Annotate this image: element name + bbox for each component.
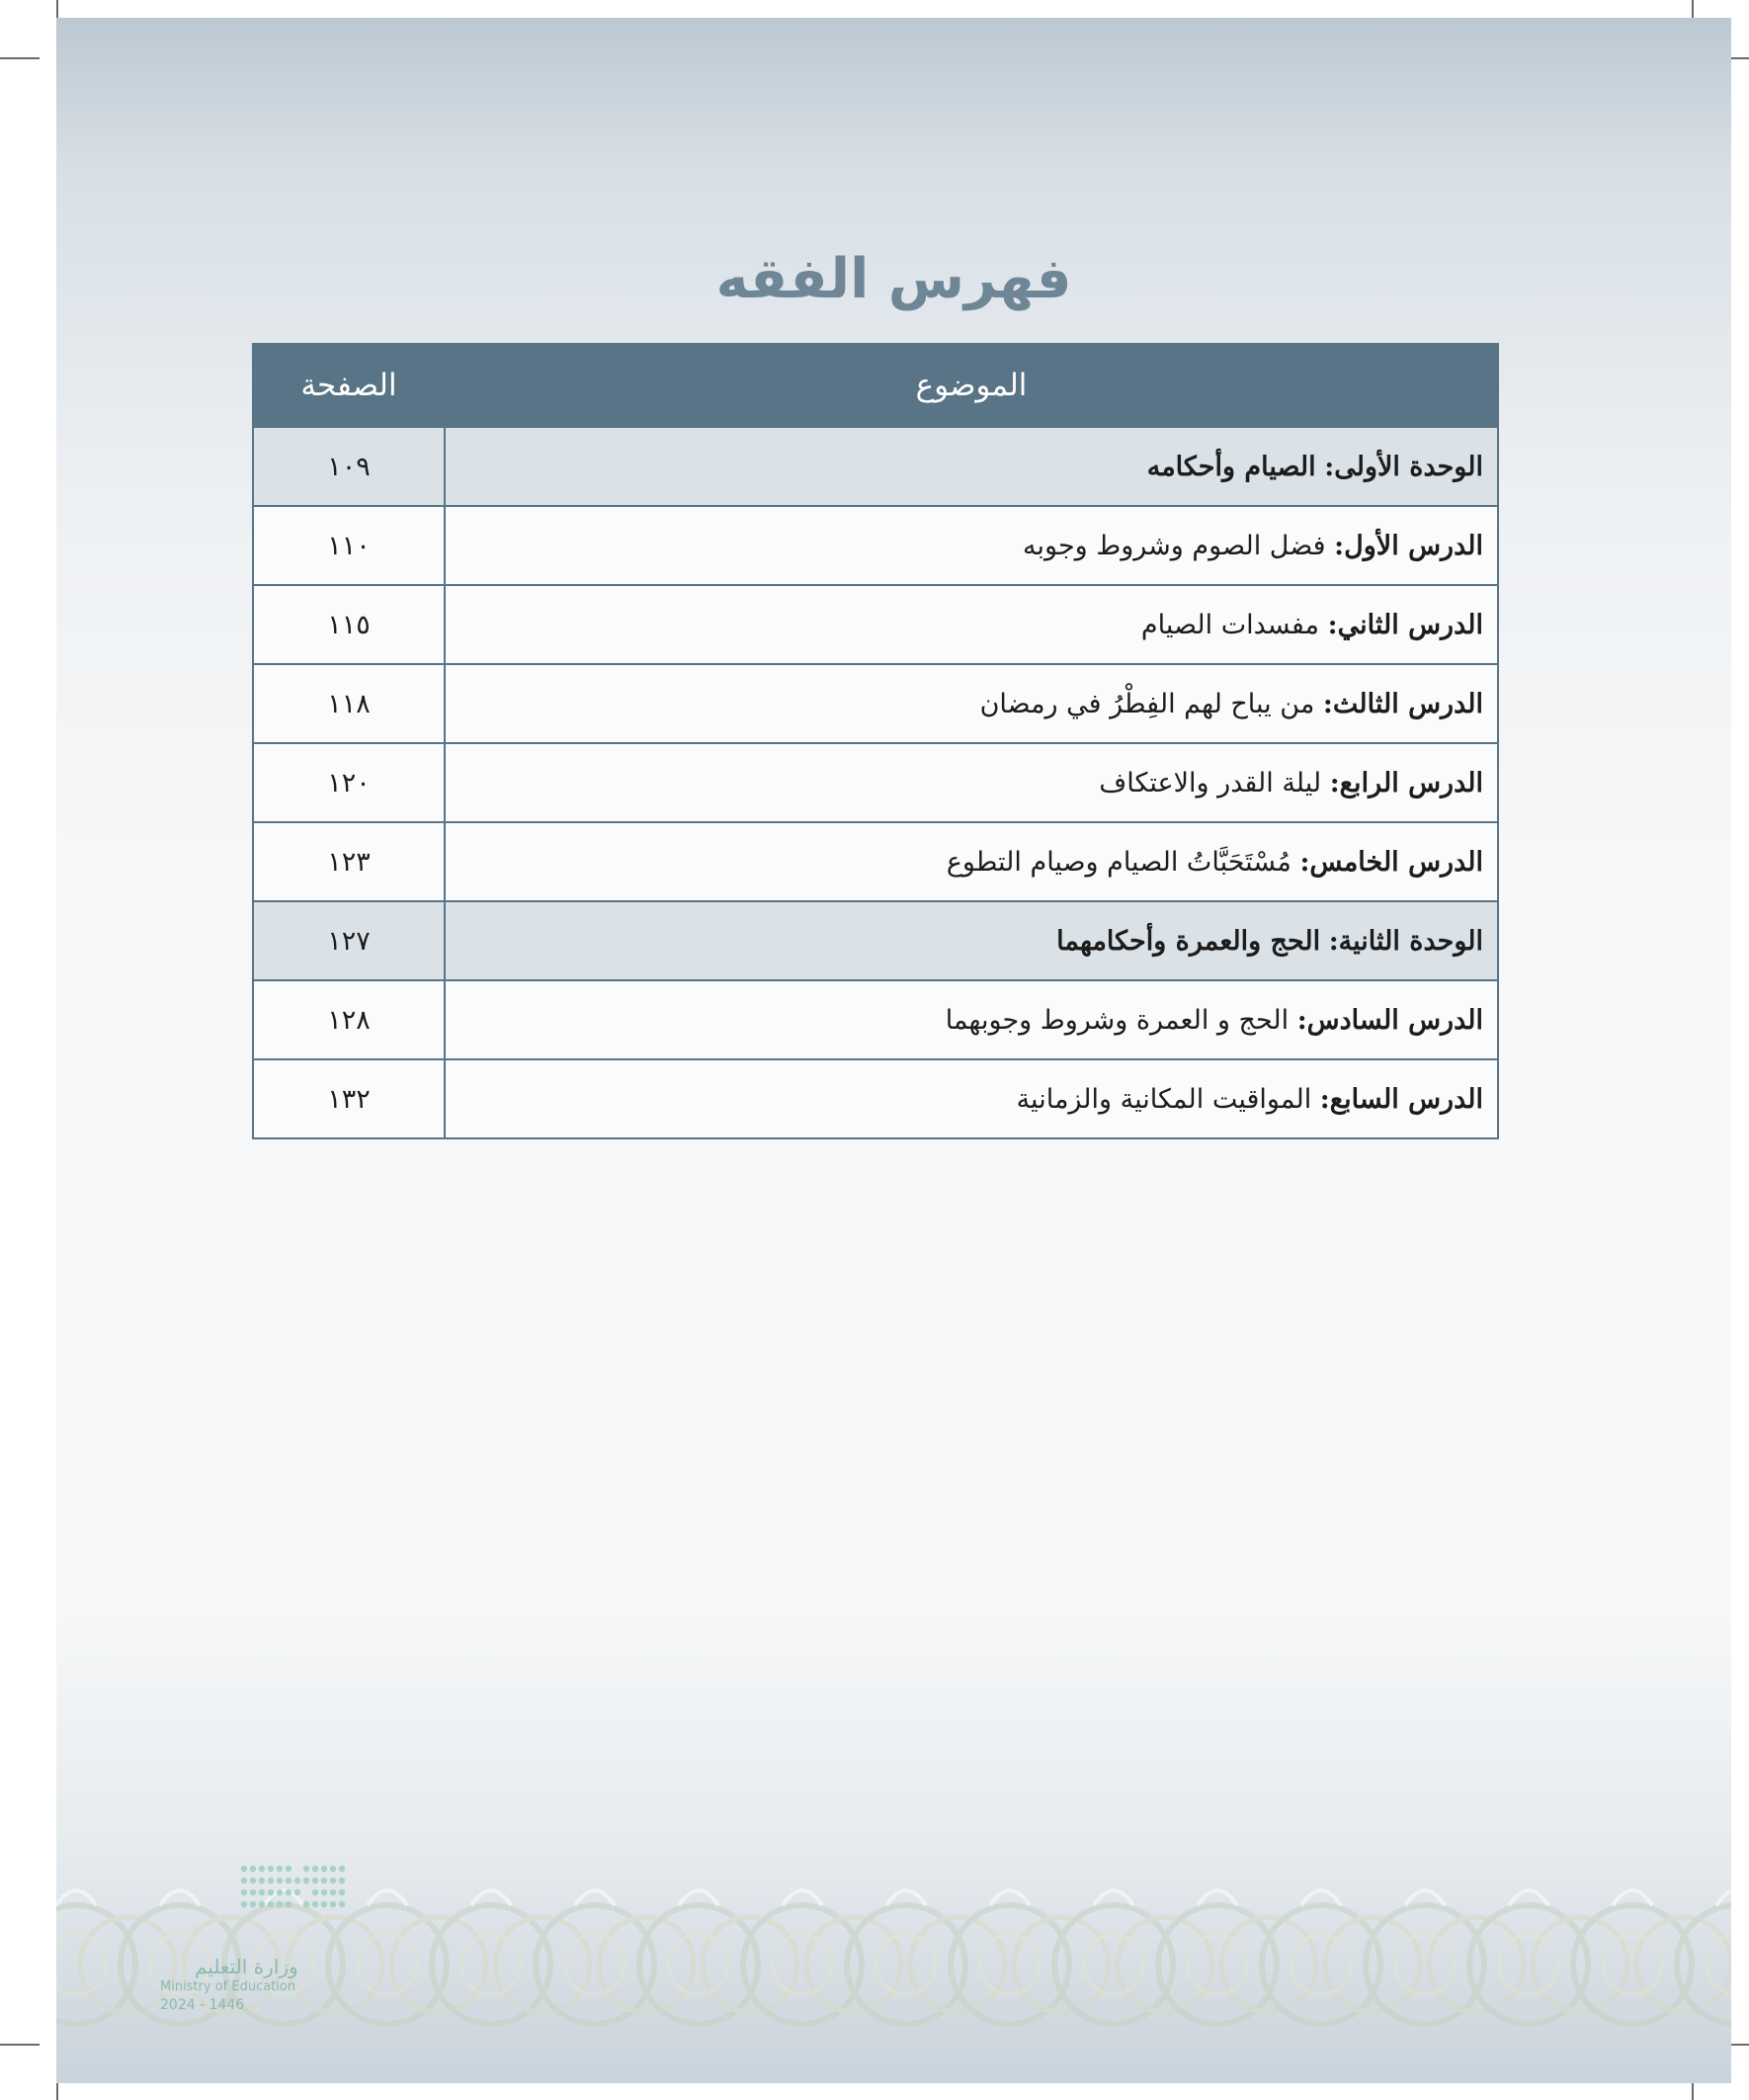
unit-title: الصيام وأحكامه (1146, 451, 1316, 482)
page-number-cell: ١١٠ (253, 506, 445, 585)
unit-row (253, 901, 1498, 980)
table-body (253, 427, 1498, 1138)
lesson-label: الدرس الثالث: (1322, 688, 1483, 719)
lesson-title: من يباح لهم الفِطْرُ في رمضان (979, 688, 1315, 719)
topic-cell (445, 743, 1498, 822)
lesson-label: الدرس السابع: (1319, 1083, 1483, 1115)
topic-cell (445, 980, 1498, 1059)
lesson-row (253, 743, 1498, 822)
topic-cell (445, 585, 1498, 664)
page-number-cell: ١٢٣ (253, 822, 445, 901)
logo-text-english: Ministry of Education (160, 1979, 296, 1994)
topic-cell (445, 901, 1498, 980)
lesson-title: الحج و العمرة وشروط وجوبهما (945, 1004, 1290, 1036)
crop-mark (0, 57, 40, 59)
header-topic: الموضوع (445, 344, 1498, 427)
header-page: الصفحة (253, 344, 445, 427)
table-header-row (253, 344, 1498, 427)
lesson-row (253, 506, 1498, 585)
page-title: فهرس الفقه (715, 247, 1072, 311)
lesson-title: مفسدات الصيام (1140, 609, 1320, 640)
lesson-row (253, 664, 1498, 743)
topic-cell (445, 822, 1498, 901)
lesson-title: فضل الصوم وشروط وجوبه (1023, 530, 1326, 561)
unit-label: الوحدة الأولى: (1324, 451, 1483, 482)
topic-cell (445, 664, 1498, 743)
document-page (56, 18, 1731, 2083)
logo-text-arabic: وزارة التعليم (195, 1955, 298, 1978)
logo-text-year: 2024 - 1446 (160, 1997, 245, 2013)
crop-mark (0, 2044, 40, 2046)
contents-table (252, 343, 1499, 1139)
logo-dots-icon (155, 1861, 353, 1930)
lesson-row (253, 585, 1498, 664)
page-number-cell: ١٢٠ (253, 743, 445, 822)
lesson-title: مُسْتَحَبَّاتُ الصيام وصيام التطوع (946, 846, 1291, 878)
lesson-label: الدرس الثاني: (1327, 609, 1483, 640)
lesson-label: الدرس الأول: (1334, 530, 1483, 561)
page-number-cell: ١٢٧ (253, 901, 445, 980)
page-number-cell: ١١٥ (253, 585, 445, 664)
lesson-row (253, 822, 1498, 901)
page-number-cell: ١١٨ (253, 664, 445, 743)
lesson-row (253, 980, 1498, 1059)
page-number-cell: ١٢٨ (253, 980, 445, 1059)
lesson-label: الدرس الخامس: (1299, 846, 1483, 878)
topic-cell (445, 506, 1498, 585)
topic-cell (445, 1059, 1498, 1138)
lesson-label: الدرس السادس: (1296, 1004, 1483, 1036)
lesson-title: ليلة القدر والاعتكاف (1099, 767, 1322, 798)
lesson-row (253, 1059, 1498, 1138)
unit-row (253, 427, 1498, 506)
ministry-logo (155, 1861, 353, 2019)
topic-cell (445, 427, 1498, 506)
page-number-cell: ١٠٩ (253, 427, 445, 506)
unit-title: الحج والعمرة وأحكامهما (1056, 925, 1321, 957)
lesson-title: المواقيت المكانية والزمانية (1016, 1083, 1312, 1115)
page-number-cell: ١٣٢ (253, 1059, 445, 1138)
unit-label: الوحدة الثانية: (1328, 925, 1483, 957)
lesson-label: الدرس الرابع: (1329, 767, 1483, 798)
